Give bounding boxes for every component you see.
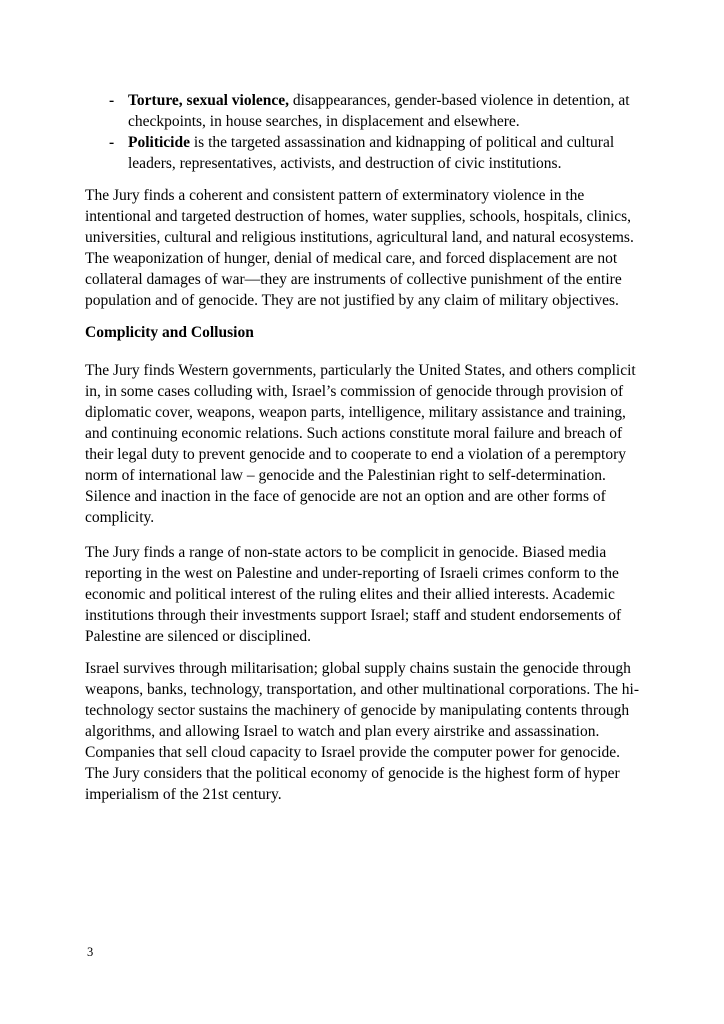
bullet-list [85,90,642,174]
bullet-bold-lead: Torture, sexual violence, [128,92,290,109]
bullet-rest-text: is the targeted assassination and kidnapping of political and cultural leaders, representatives, activists, and destruction of civic institutions. [128,134,615,172]
page-number: 3 [87,945,94,959]
bullet-item-politicide [85,132,642,174]
bullet-text [128,92,630,130]
paragraph-political-economy: Israel survives through militarisation; global supply chains sustain the genocide through weapons, banks, technology, transportation, and other multinational corporations. The hi-technology sector sustains the machinery of genocide by manipulating contents through algorithms, and allowing Israel to watch and plan every airstrike and assassination. Companies that sell cloud capacity to Israel provide the computer power for genocide. The Jury considers that the political economy of genocide is the highest form of hyper imperialism of the 21st century. [85,660,639,803]
bullet-text [128,134,614,172]
section-heading-complicity-and-collusion: Complicity and Collusion [85,324,254,341]
bullet-marker: - [109,92,115,109]
bullet-item-torture [85,90,642,132]
bullet-rest-text: disappearances, gender-based violence in detention, at checkpoints, in house searches, in displacement and elsewhere. [128,92,630,130]
bullet-marker: - [109,134,115,151]
paragraph-western-governments: The Jury finds Western governments, particularly the United States, and others complicit in, in some cases colluding with, Israel’s commission of genocide through provision of diplomatic cover, weapons, weapon parts, intelligence, military assistance and training, and continuing economic relations. Such actions constitute moral failure and breach of their legal duty to prevent genocide and to cooperate to end a violation of a peremptory norm of international law – genocide and the Palestinian right to self-determination. Silence and inaction in the face of genocide are not an option and are other forms of complicity. [85,362,636,526]
paragraph-exterminatory-violence: The Jury finds a coherent and consistent pattern of exterminatory violence in the intentional and targeted destruction of homes, water supplies, schools, hospitals, clinics, universities, cultural and religious institutions, agricultural land, and natural ecosystems. The weaponization of hunger, denial of medical care, and forced displacement are not collateral damages of war—they are instruments of collective punishment of the entire population and of genocide. They are not justified by any claim of military objectives. [85,187,634,309]
page-content [85,90,642,816]
bullet-bold-lead: Politicide [128,134,190,151]
paragraph-nonstate-actors: The Jury finds a range of non-state actors to be complicit in genocide. Biased media reporting in the west on Palestine and under-reporting of Israeli crimes conform to the economic and political interest of the ruling elites and their allied interests. Academic institutions through their investments support Israel; staff and student endorsements of Palestine are silenced or disciplined. [85,544,622,645]
